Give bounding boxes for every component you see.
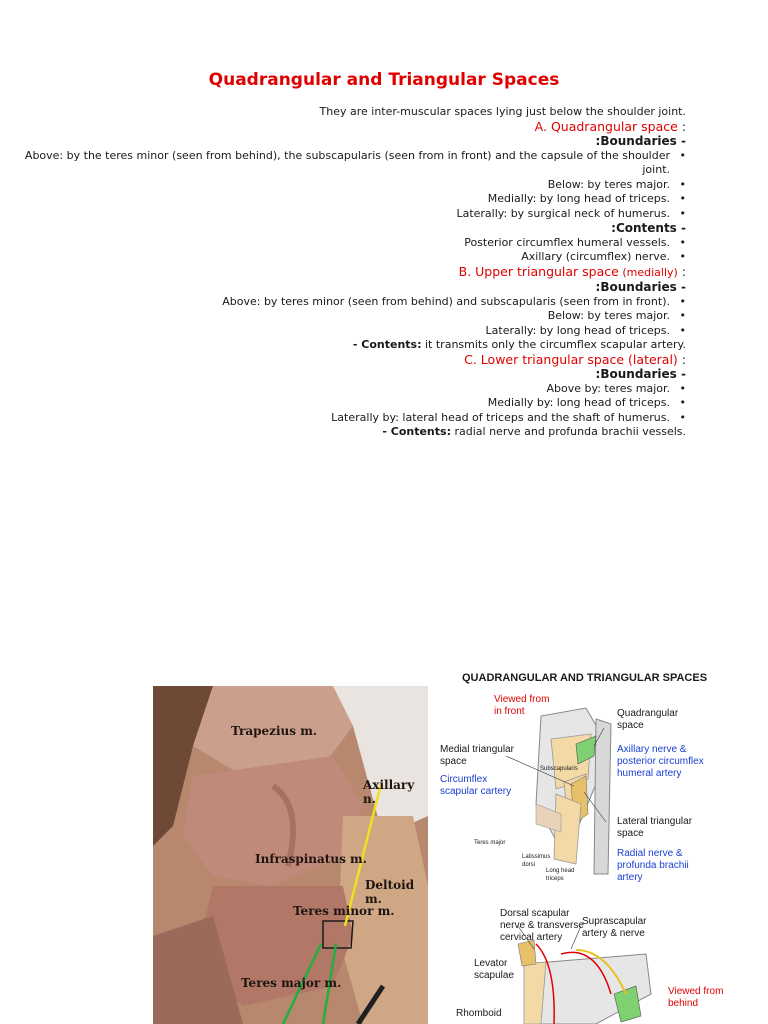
list-item: • Below: by teres major.	[6, 178, 686, 193]
diagram-quadrangular-1: Quadrangular	[617, 708, 679, 719]
list-item: • Laterally by: lateral head of triceps and the shaft of humerus.	[6, 411, 686, 426]
list-item: • Medially by: long head of triceps.	[6, 396, 686, 411]
list-item: • Above: by teres minor (seen from behind) and subscapularis (seen from in front).	[6, 295, 686, 310]
diagram-title: QUADRANGULAR AND TRIANGULAR SPACES	[462, 672, 708, 684]
section-b-heading: B. Upper triangular space (medially) :	[458, 263, 686, 279]
section-a-boundaries-label: - Boundaries:	[595, 134, 686, 148]
diagram-subscapularis: Subscapularis	[540, 766, 578, 772]
list-item: • Above: by the teres minor (seen from behind), the subscapularis (seen from in front) and the capsule of the shoulder	[6, 149, 686, 164]
list-item: • Axillary (circumflex) nerve.	[6, 250, 686, 265]
list-item: • Medially: by long head of triceps.	[6, 192, 686, 207]
intro-text: They are inter-muscular spaces lying just below the shoulder joint.	[319, 105, 686, 118]
diagram-radial-3: artery	[617, 872, 643, 883]
section-c-boundaries-label: - Boundaries:	[595, 367, 686, 381]
diagram-long-head-1: Long head	[546, 868, 575, 874]
photo-label-teres-major: Teres major m.	[241, 976, 342, 990]
diagram-radial-1: Radial nerve &	[617, 848, 683, 859]
diagram-axillary-3: humeral artery	[617, 768, 682, 779]
diagram-suprascap-2: artery & nerve	[582, 928, 645, 939]
diagram-axillary-2: posterior circumflex	[617, 756, 704, 767]
diagram-rhomboid: Rhomboid	[456, 1008, 502, 1019]
photo-label-axillary: Axillary n.	[363, 778, 415, 806]
diagram-circumflex-2: scapular cartery	[440, 786, 512, 797]
diagram-latissimus-1: Latissimus	[522, 854, 551, 860]
section-a-contents-label: - Contents:	[611, 221, 686, 235]
section-b-boundaries-label: - Boundaries:	[595, 280, 686, 294]
diagram-circumflex-1: Circumflex	[440, 774, 488, 785]
photo-label-trapezius: Trapezius m.	[231, 724, 318, 738]
section-c-contents: - Contents: radial nerve and profunda brachii vessels.	[382, 425, 686, 438]
diagram-viewed-behind-2: behind	[668, 998, 699, 1009]
dissection-photo	[153, 686, 428, 1024]
list-item: • Posterior circumflex humeral vessels.	[6, 236, 686, 251]
diagram-teres-major: Teres major	[474, 840, 506, 846]
list-item: • Above by: teres major.	[6, 382, 686, 397]
diagram-long-head-2: triceps	[546, 876, 564, 882]
list-item: • Laterally: by long head of triceps.	[6, 324, 686, 339]
section-c-heading: C. Lower triangular space (lateral) :	[464, 351, 686, 367]
list-item-wrap: joint.	[642, 163, 670, 176]
diagram-medial-tri-2: space	[440, 756, 467, 767]
diagram-levator-2: scapulae	[474, 970, 515, 981]
diagram-lateral-tri-2: space	[617, 828, 644, 839]
anatomy-diagram	[436, 664, 736, 1024]
diagram-medial-tri-1: Medial triangular	[440, 744, 514, 755]
diagram-dorsal-scap-3: cervical artery	[500, 932, 563, 943]
section-b-contents: - Contents: it transmits only the circumflex scapular artery.	[352, 338, 686, 351]
diagram-radial-2: profunda brachii	[617, 860, 689, 871]
diagram-viewed-behind-1: Viewed from	[668, 986, 724, 997]
list-item: • Below: by teres major.	[6, 309, 686, 324]
document-body	[6, 105, 686, 440]
diagram-quadrangular-2: space	[617, 720, 644, 731]
photo-label-teres-minor: Teres minor m.	[293, 904, 395, 918]
diagram-axillary-1: Axillary nerve &	[617, 744, 687, 755]
diagram-levator-1: Levator	[474, 958, 508, 969]
page-title: Quadrangular and Triangular Spaces	[208, 70, 560, 90]
diagram-latissimus-2: dorsi	[522, 862, 536, 868]
list-item: • Laterally: by surgical neck of humerus.	[6, 207, 686, 222]
photo-label-infraspinatus: Infraspinatus m.	[255, 852, 367, 866]
diagram-dorsal-scap-2: nerve & transverse	[500, 920, 584, 931]
section-a-heading: A. Quadrangular space :	[534, 118, 686, 134]
diagram-dorsal-scap-1: Dorsal scapular	[500, 908, 570, 919]
diagram-viewed-front-1: Viewed from	[494, 694, 550, 705]
diagram-viewed-front-2: in front	[494, 706, 525, 717]
diagram-suprascap-1: Suprascapular	[582, 916, 647, 927]
photo-label-deltoid: Deltoid m.	[365, 878, 415, 906]
diagram-lateral-tri-1: Lateral triangular	[617, 816, 693, 827]
